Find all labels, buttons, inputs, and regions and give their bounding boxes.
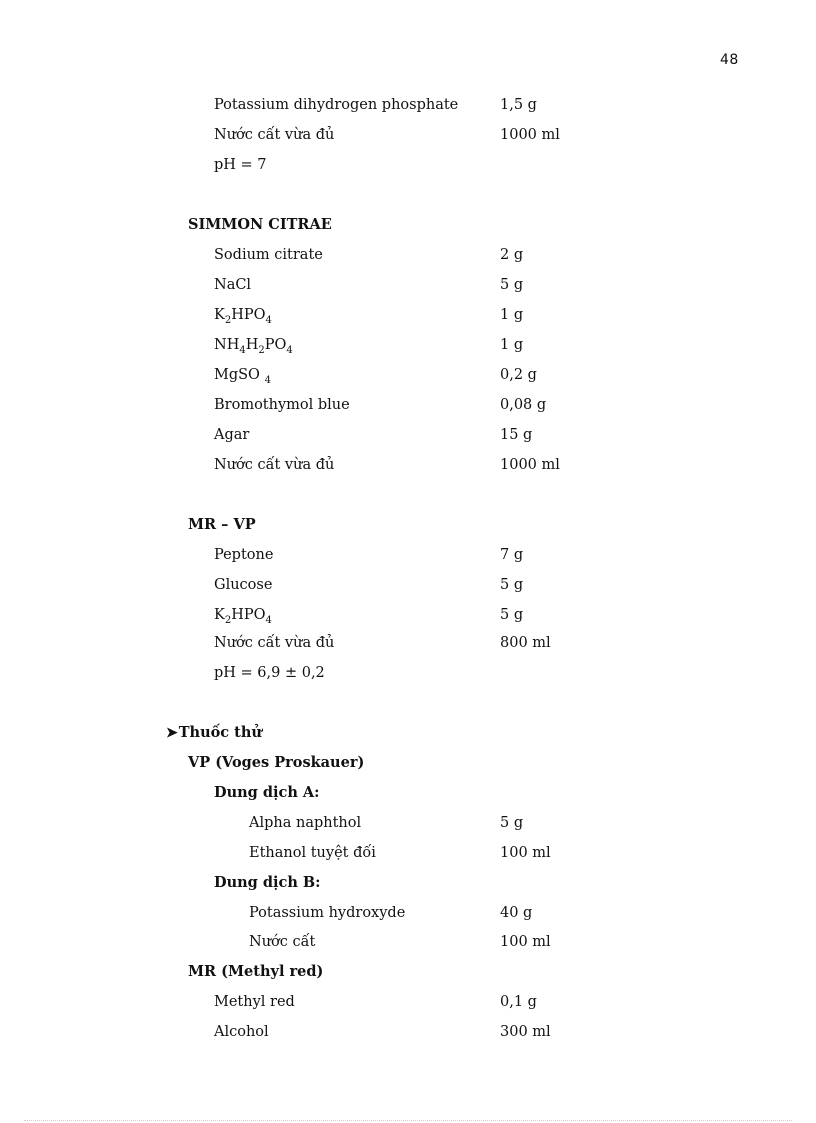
ingredient-amount: 5 g xyxy=(500,607,524,623)
ingredient-amount: 5 g xyxy=(500,815,524,831)
ingredient-amount: 1000 ml xyxy=(500,457,560,473)
ingredient-name: Ethanol tuyệt đối xyxy=(249,845,376,861)
ingredient-name: Nước cất vừa đủ xyxy=(214,127,335,143)
ingredient-name: NaCl xyxy=(214,277,252,293)
subsection-heading-vp: VP (Voges Proskauer) xyxy=(188,754,365,771)
ingredient-name: Alcohol xyxy=(214,1024,269,1040)
ingredient-name: Sodium citrate xyxy=(214,247,323,263)
subsection-heading-mr: MR (Methyl red) xyxy=(188,963,324,980)
ingredient-amount: 300 ml xyxy=(500,1024,551,1040)
ingredient-name: Nước cất vừa đủ xyxy=(214,457,335,473)
ingredient-formula: $K_2HPO_4$ xyxy=(214,607,272,626)
ingredient-amount: 0,2 g xyxy=(500,367,537,383)
ingredient-formula: $NH_4H_2PO_4$ xyxy=(214,337,293,356)
ingredient-amount: 7 g xyxy=(500,547,524,563)
solution-b-heading: Dung dịch B: xyxy=(214,874,321,891)
ingredient-name: Potassium hydroxyde xyxy=(249,905,406,921)
ingredient-amount: 1 g xyxy=(500,307,524,323)
ingredient-name: Peptone xyxy=(214,547,274,563)
page-number: 48 xyxy=(720,52,739,68)
ph-value: pH = 7 xyxy=(214,157,267,173)
section-heading-mrvp: MR – VP xyxy=(188,516,256,533)
ingredient-amount: 0,08 g xyxy=(500,397,547,413)
ingredient-amount: 5 g xyxy=(500,277,524,293)
ingredient-amount: 2 g xyxy=(500,247,524,263)
section-heading-reagents xyxy=(166,723,262,743)
ingredient-name: Agar xyxy=(214,427,250,443)
ingredient-amount: 1 g xyxy=(500,337,524,353)
ingredient-amount: 1,5 g xyxy=(500,97,537,113)
ingredient-amount: 15 g xyxy=(500,427,533,443)
ingredient-name: Glucose xyxy=(214,577,273,593)
ingredient-name: Methyl red xyxy=(214,994,295,1010)
ingredient-amount: 1000 ml xyxy=(500,127,560,143)
ph-value: pH = 6,9 ± 0,2 xyxy=(214,665,325,681)
ingredient-amount: 100 ml xyxy=(500,934,551,950)
solution-a-heading: Dung dịch A: xyxy=(214,784,320,801)
ingredient-formula: $K_2HPO_4$ xyxy=(214,307,272,326)
ingredient-amount: 5 g xyxy=(500,577,524,593)
ingredient-amount: 40 g xyxy=(500,905,533,921)
page-bottom-divider xyxy=(24,1120,792,1121)
ingredient-formula: MgSO $_4$ xyxy=(214,367,271,386)
ingredient-amount: 100 ml xyxy=(500,845,551,861)
ingredient-name: Potassium dihydrogen phosphate xyxy=(214,97,459,113)
ingredient-name: Nước cất vừa đủ xyxy=(214,635,335,651)
ingredient-name: Bromothymol blue xyxy=(214,397,350,413)
section-heading-simmon: SIMMON CITRAE xyxy=(188,216,332,233)
ingredient-amount: 800 ml xyxy=(500,635,551,651)
ingredient-amount: 0,1 g xyxy=(500,994,537,1010)
reagents-title: Thuốc thử xyxy=(178,724,262,741)
ingredient-name: Alpha naphthol xyxy=(249,815,362,831)
ingredient-name: Nước cất xyxy=(249,934,316,950)
arrow-bullet-icon: ➤ xyxy=(166,725,178,741)
